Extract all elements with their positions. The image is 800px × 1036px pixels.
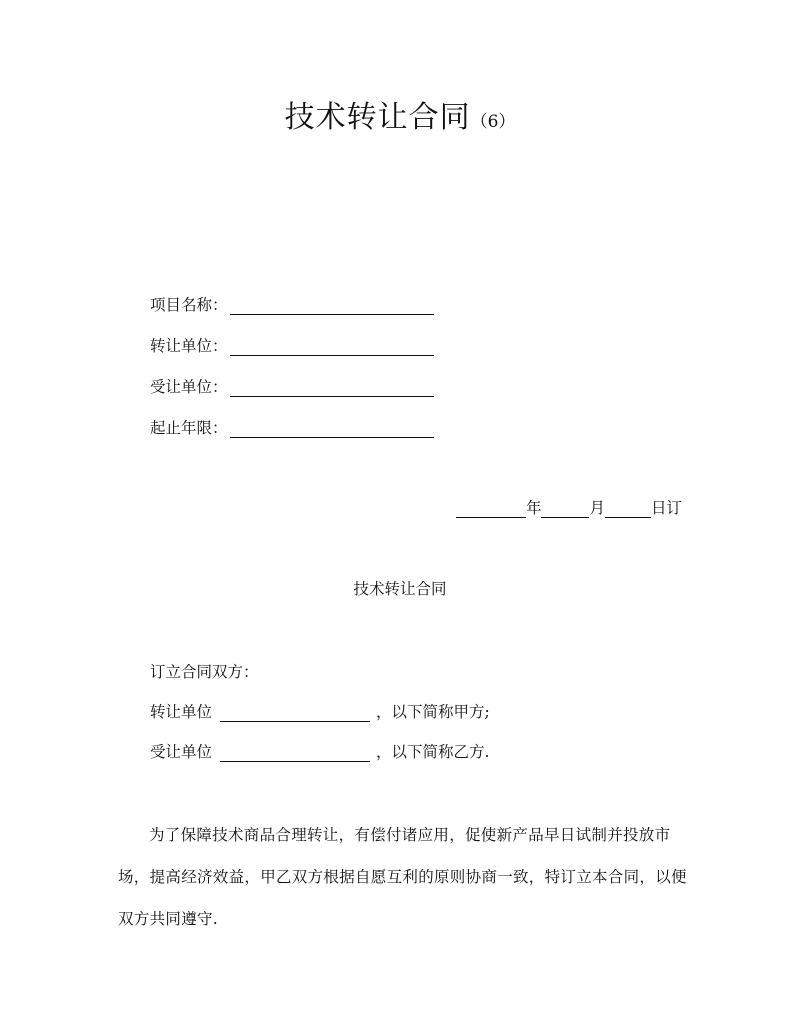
day-blank — [605, 503, 651, 518]
party-a — [150, 700, 490, 722]
field-label: 起止年限： — [150, 419, 228, 437]
title-text: 技术转让合同 — [284, 100, 471, 135]
month-blank — [541, 503, 589, 518]
contract-subtitle: 技术转让合同 — [353, 580, 447, 598]
party-b — [150, 740, 489, 762]
month-label: 月 — [589, 499, 605, 517]
party-suffix: ，以下简称乙方. — [376, 743, 490, 761]
signing-date — [456, 496, 682, 518]
field-label: 受让单位： — [150, 378, 228, 396]
blank-line — [230, 423, 434, 438]
parties-heading: 订立合同双方： — [150, 663, 259, 681]
blank-line — [230, 382, 434, 397]
blank-line — [230, 300, 434, 315]
title-suffix: （6） — [470, 112, 516, 132]
year-blank — [456, 503, 526, 518]
blank-line — [220, 747, 370, 762]
party-suffix: ，以下简称甲方; — [376, 703, 490, 721]
field-transferor — [150, 334, 434, 356]
blank-line — [230, 341, 434, 356]
party-label: 转让单位 — [150, 703, 213, 721]
field-label: 转让单位： — [150, 337, 228, 355]
field-term — [150, 416, 434, 438]
blank-line — [220, 707, 370, 722]
day-label: 日订 — [650, 499, 682, 517]
document-title — [0, 92, 800, 136]
field-transferee — [150, 375, 434, 397]
party-label: 受让单位 — [150, 743, 213, 761]
preamble-paragraph: 为了保障技术商品合理转让，有偿付诸应用，促使新产品早日试制并投放市场，提高经济效益，甲乙双方根据自愿互利的原则协商一致，特订立本合同，以便双方共同遵守. — [118, 826, 687, 928]
field-label: 项目名称： — [150, 296, 228, 314]
field-project-name — [150, 293, 434, 315]
year-label: 年 — [525, 499, 542, 517]
